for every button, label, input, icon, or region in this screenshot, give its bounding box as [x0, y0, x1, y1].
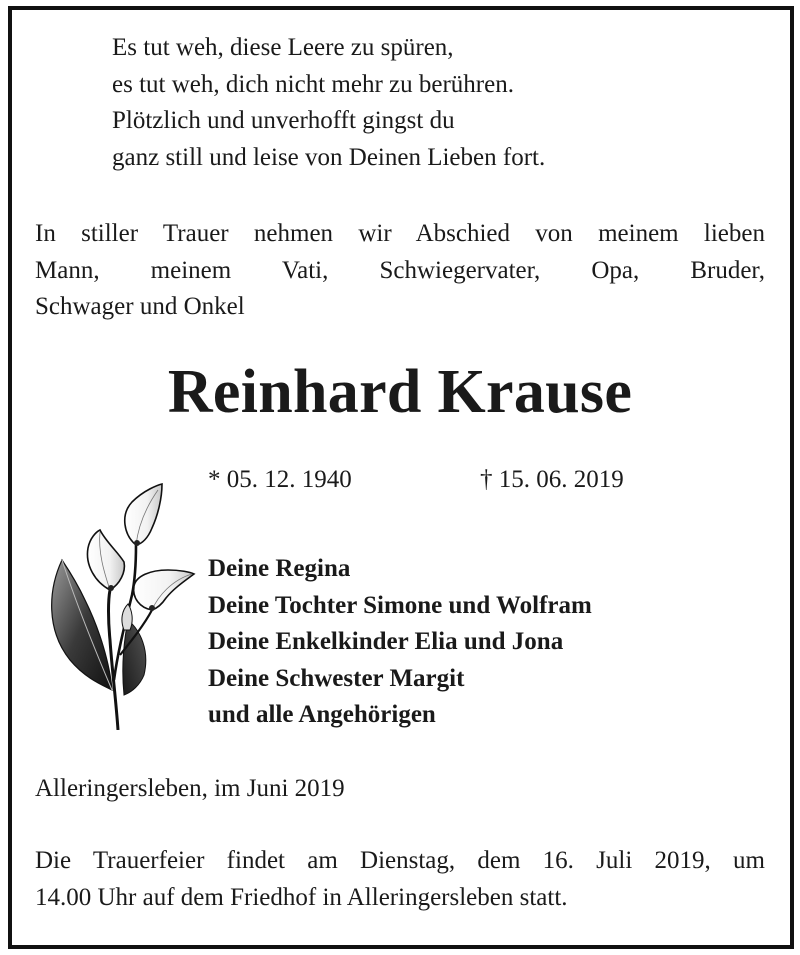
family-member: Deine Enkelkinder Elia und Jona — [208, 628, 564, 655]
poem-line: es tut weh, dich nicht mehr zu berühren. — [112, 70, 514, 98]
service-info — [35, 843, 765, 916]
family-member: Deine Schwester Margit — [208, 664, 465, 692]
intro-line: Schwager und Onkel — [35, 293, 245, 320]
death-date: † 15. 06. 2019 — [480, 466, 624, 493]
poem-line: Es tut weh, diese Leere zu spüren, — [112, 34, 454, 61]
poem-line: Plötzlich und unverhofft gingst du — [112, 107, 455, 134]
family-member: Deine Regina — [208, 555, 351, 582]
poem-line: ganz still und leise von Deinen Lieben fort. — [112, 143, 546, 171]
deceased-name: Reinhard Krause — [167, 358, 633, 426]
family-list — [208, 551, 592, 734]
poem-verse — [112, 30, 545, 176]
birth-date: * 05. 12. 1940 — [208, 466, 352, 493]
family-member: und alle Angehörigen — [208, 701, 436, 728]
intro-line: Mann, meinem Vati, Schwiegervater, Opa, Bruder, — [35, 256, 765, 284]
family-member: Deine Tochter Simone und Wolfram — [208, 591, 592, 619]
intro-paragraph — [35, 216, 765, 326]
service-line: Die Trauerfeier findet am Dienstag, dem 16. Juli 2019, um — [35, 847, 765, 874]
intro-line: In stiller Trauer nehmen wir Abschied von meinem lieben — [35, 220, 765, 247]
service-line: 14.00 Uhr auf dem Friedhof in Alleringersleben statt. — [35, 883, 568, 911]
calla-lily-icon — [40, 480, 200, 730]
place-date: Alleringersleben, im Juni 2019 — [35, 775, 345, 802]
